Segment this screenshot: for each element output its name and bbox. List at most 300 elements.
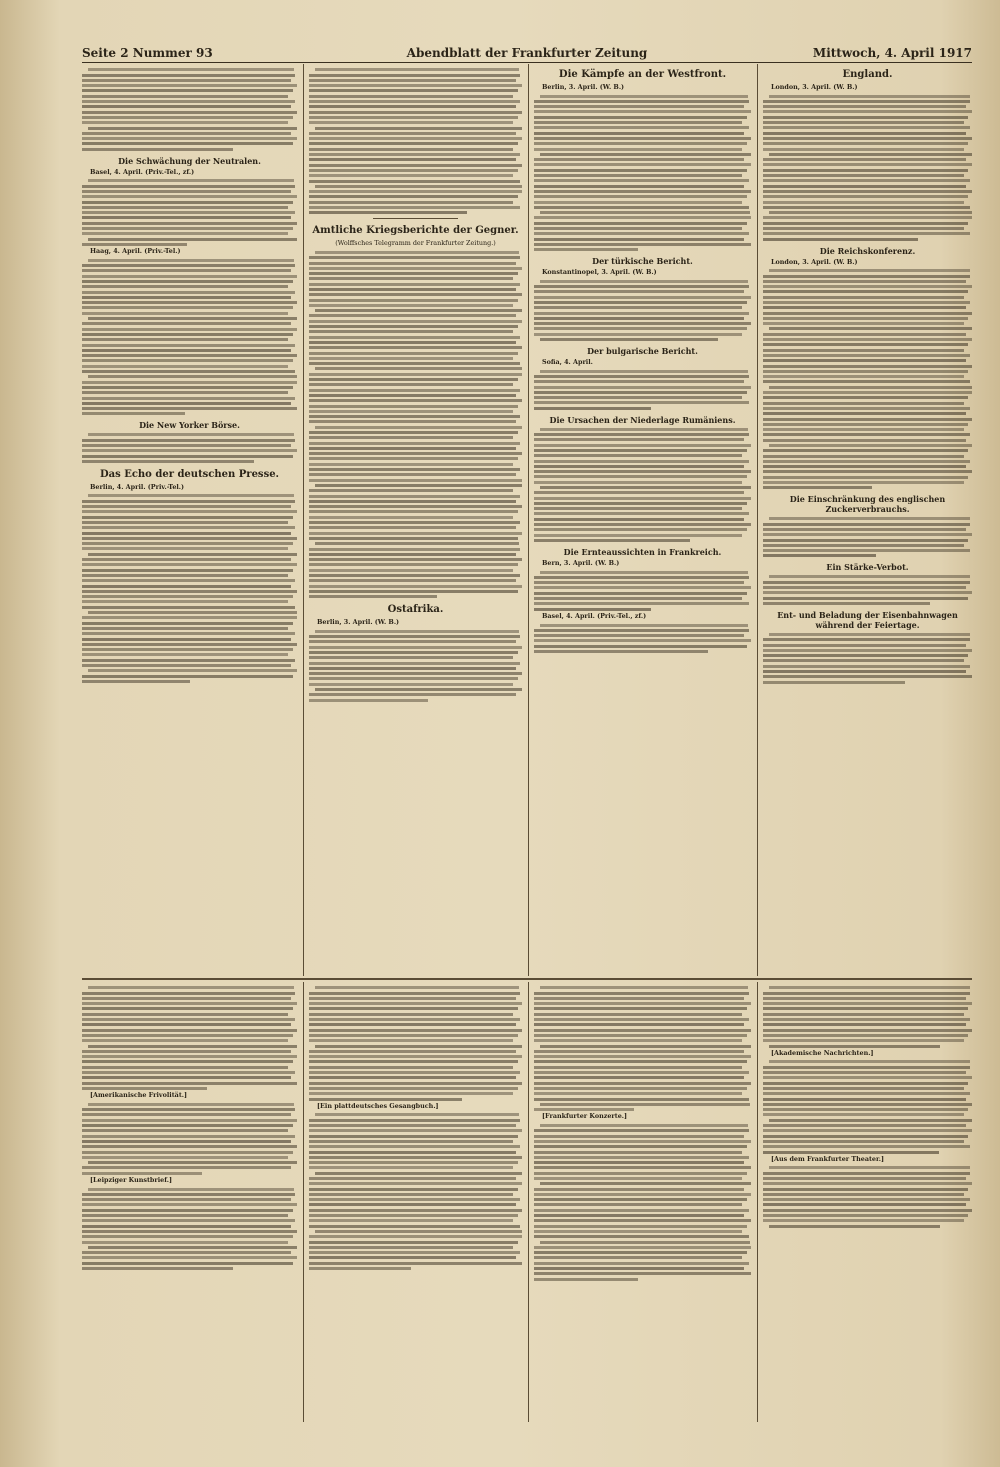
text-line bbox=[309, 1124, 516, 1127]
text-line bbox=[769, 633, 970, 636]
text-line bbox=[534, 581, 744, 584]
text-line bbox=[309, 137, 522, 140]
text-line bbox=[309, 405, 518, 408]
text-block bbox=[763, 1060, 972, 1153]
text-line bbox=[82, 365, 288, 368]
text-line bbox=[82, 1050, 291, 1053]
text-line bbox=[763, 105, 966, 108]
text-line bbox=[82, 1002, 297, 1005]
text-line bbox=[763, 449, 968, 452]
article-heading: Amtliche Kriegsberichte der Gegner. bbox=[312, 225, 519, 237]
text-line bbox=[763, 1018, 970, 1021]
text-line bbox=[82, 1145, 297, 1148]
text-line bbox=[763, 1082, 968, 1085]
text-line bbox=[309, 532, 522, 535]
text-line bbox=[88, 1045, 297, 1048]
text-line bbox=[82, 137, 297, 140]
text-line bbox=[763, 201, 964, 204]
text-line bbox=[763, 1219, 964, 1222]
text-line bbox=[763, 1092, 970, 1095]
text-block bbox=[309, 1113, 522, 1270]
text-line bbox=[763, 1182, 972, 1185]
text-line bbox=[315, 185, 522, 188]
text-line bbox=[82, 1262, 293, 1265]
text-line bbox=[534, 444, 751, 447]
text-line bbox=[82, 579, 295, 582]
text-line bbox=[534, 100, 749, 103]
text-line bbox=[82, 243, 187, 246]
article-heading: Die Ursachen der Niederlage Rumäniens. bbox=[549, 414, 736, 425]
text-line bbox=[534, 608, 651, 611]
text-line bbox=[534, 1225, 747, 1228]
text-line bbox=[82, 211, 295, 214]
text-line bbox=[82, 190, 291, 193]
text-line bbox=[534, 1251, 747, 1254]
text-line bbox=[763, 148, 964, 151]
text-line bbox=[82, 997, 291, 1000]
text-line bbox=[309, 640, 516, 643]
text-line bbox=[309, 1007, 518, 1010]
text-line bbox=[763, 396, 968, 399]
dateline: Berlin, 3. April. (W. B.) bbox=[542, 83, 625, 91]
text-line bbox=[309, 399, 522, 402]
text-line bbox=[82, 148, 233, 151]
text-block bbox=[309, 251, 522, 598]
text-line bbox=[82, 1203, 297, 1206]
text-line bbox=[82, 232, 288, 235]
dateline: Sofia, 4. April. bbox=[542, 358, 593, 367]
text-line bbox=[309, 410, 513, 413]
text-line bbox=[763, 1071, 966, 1074]
text-line bbox=[309, 378, 518, 381]
text-line bbox=[763, 1193, 964, 1196]
text-line bbox=[309, 1039, 513, 1042]
text-line bbox=[309, 569, 513, 572]
text-line bbox=[82, 1198, 291, 1201]
article-heading: Der türkische Bericht. bbox=[592, 256, 693, 267]
text-line bbox=[763, 1145, 970, 1148]
text-line bbox=[763, 142, 968, 145]
text-line bbox=[540, 95, 748, 98]
text-line bbox=[763, 654, 968, 657]
text-line bbox=[534, 1262, 749, 1265]
text-line bbox=[309, 1018, 520, 1021]
text-line bbox=[534, 232, 749, 235]
text-line bbox=[534, 285, 749, 288]
text-line bbox=[309, 651, 518, 654]
text-line bbox=[82, 1267, 233, 1270]
text-line bbox=[763, 1007, 968, 1010]
section-heading: [Leipziger Kunstbrief.] bbox=[90, 1175, 173, 1184]
text-line bbox=[315, 68, 519, 71]
text-line bbox=[534, 375, 749, 378]
text-line bbox=[534, 1092, 742, 1095]
text-line bbox=[763, 1198, 970, 1201]
text-line bbox=[763, 1172, 970, 1175]
text-line bbox=[309, 505, 522, 508]
text-line bbox=[534, 163, 751, 166]
text-line bbox=[315, 127, 522, 130]
text-line bbox=[82, 412, 185, 415]
text-line bbox=[540, 1045, 751, 1048]
text-line bbox=[309, 1246, 513, 1249]
text-line bbox=[309, 1219, 513, 1222]
text-line bbox=[309, 1029, 522, 1032]
column-1 bbox=[82, 66, 297, 974]
text-line bbox=[540, 153, 751, 156]
text-line bbox=[82, 285, 288, 288]
text-line bbox=[763, 433, 970, 436]
text-line bbox=[309, 463, 513, 466]
text-line bbox=[534, 1076, 744, 1079]
text-line bbox=[763, 322, 964, 325]
text-line bbox=[763, 1124, 966, 1127]
text-line bbox=[763, 1002, 972, 1005]
text-line bbox=[309, 89, 518, 92]
dateline: Basel, 4. April. (Priv.-Tel., zf.) bbox=[542, 611, 647, 620]
text-line bbox=[309, 304, 513, 307]
text-line bbox=[534, 1256, 742, 1259]
text-line bbox=[534, 1219, 751, 1222]
text-line bbox=[309, 320, 522, 323]
text-line bbox=[309, 105, 516, 108]
text-line bbox=[763, 670, 966, 673]
text-line bbox=[309, 635, 520, 638]
text-line bbox=[82, 627, 288, 630]
text-line bbox=[763, 418, 972, 421]
text-line bbox=[763, 1103, 972, 1106]
text-line bbox=[763, 675, 972, 678]
text-line bbox=[534, 1246, 751, 1249]
text-line bbox=[763, 591, 972, 594]
text-line bbox=[88, 433, 294, 436]
text-line bbox=[309, 1087, 518, 1090]
text-line bbox=[534, 1023, 744, 1026]
text-line bbox=[309, 1198, 520, 1201]
text-line bbox=[309, 357, 513, 360]
text-line bbox=[763, 1076, 972, 1079]
text-line bbox=[82, 1230, 297, 1233]
text-line bbox=[82, 79, 291, 82]
text-line bbox=[540, 624, 748, 627]
text-line bbox=[82, 1060, 293, 1063]
text-line bbox=[769, 327, 972, 330]
article-heading: Die New Yorker Börse. bbox=[139, 420, 240, 431]
newspaper-title: Abendblatt der Frankfurter Zeitung bbox=[406, 46, 648, 60]
text-line bbox=[534, 148, 742, 151]
text-block bbox=[82, 494, 297, 682]
text-block bbox=[763, 1166, 972, 1227]
article-heading: Der bulgarische Bericht. bbox=[587, 346, 698, 357]
text-line bbox=[309, 442, 520, 445]
text-line bbox=[82, 306, 293, 309]
text-line bbox=[763, 638, 970, 641]
text-line bbox=[763, 1098, 966, 1101]
text-line bbox=[763, 370, 968, 373]
text-line bbox=[82, 510, 297, 513]
text-line bbox=[309, 1235, 522, 1238]
text-line bbox=[309, 521, 520, 524]
text-line bbox=[309, 1156, 522, 1159]
text-line bbox=[763, 1151, 939, 1154]
text-line bbox=[540, 486, 751, 489]
article-heading: Ostafrika. bbox=[387, 604, 444, 616]
text-line bbox=[534, 1214, 744, 1217]
text-line bbox=[309, 1177, 516, 1180]
text-line bbox=[534, 1060, 747, 1063]
text-line bbox=[534, 174, 742, 177]
text-line bbox=[309, 436, 513, 439]
text-line bbox=[82, 532, 291, 535]
text-line bbox=[763, 1013, 964, 1016]
text-line bbox=[763, 306, 966, 309]
column-4 bbox=[763, 66, 972, 974]
text-line bbox=[534, 121, 742, 124]
text-line bbox=[82, 89, 293, 92]
text-line bbox=[534, 169, 747, 172]
text-line bbox=[82, 338, 288, 341]
text-line bbox=[309, 201, 513, 204]
text-line bbox=[315, 1230, 522, 1233]
text-line bbox=[309, 1140, 513, 1143]
text-line bbox=[763, 428, 964, 431]
text-line bbox=[82, 216, 291, 219]
text-line bbox=[763, 523, 970, 526]
text-line bbox=[82, 1029, 297, 1032]
text-line bbox=[82, 1087, 207, 1090]
text-line bbox=[309, 142, 518, 145]
text-line bbox=[88, 1103, 294, 1106]
section-heading: [Amerikanische Frivolität.] bbox=[90, 1091, 188, 1100]
text-line bbox=[309, 158, 516, 161]
text-line bbox=[763, 1177, 966, 1180]
text-line bbox=[309, 992, 520, 995]
text-line bbox=[309, 325, 518, 328]
text-line bbox=[769, 575, 970, 578]
text-line bbox=[534, 1129, 749, 1132]
text-line bbox=[763, 1039, 964, 1042]
text-line bbox=[309, 590, 518, 593]
text-line bbox=[763, 1129, 972, 1132]
text-line bbox=[534, 460, 749, 463]
column-rule bbox=[757, 64, 758, 976]
text-line bbox=[763, 333, 966, 336]
text-line bbox=[309, 1203, 516, 1206]
text-line bbox=[763, 375, 964, 378]
text-line bbox=[309, 262, 516, 265]
text-line bbox=[534, 386, 751, 389]
text-line bbox=[534, 512, 749, 515]
text-line bbox=[769, 386, 972, 389]
text-line bbox=[82, 386, 293, 389]
text-line bbox=[534, 179, 749, 182]
text-line bbox=[763, 465, 966, 468]
text-line bbox=[534, 317, 744, 320]
text-line bbox=[309, 314, 516, 317]
text-line bbox=[763, 481, 964, 484]
dateline: London, 3. April. (W. B.) bbox=[771, 257, 858, 266]
text-line bbox=[763, 1029, 972, 1032]
text-block bbox=[82, 1103, 297, 1175]
dateline: London, 3. April. (W. B.) bbox=[771, 83, 858, 91]
text-line bbox=[88, 669, 297, 672]
text-block bbox=[763, 575, 972, 604]
text-line bbox=[82, 1172, 202, 1175]
text-line bbox=[82, 1066, 288, 1069]
text-line bbox=[88, 68, 294, 71]
text-line bbox=[309, 537, 518, 540]
text-line bbox=[309, 272, 518, 275]
text-line bbox=[763, 275, 970, 278]
text-line bbox=[315, 1113, 519, 1116]
text-line bbox=[534, 1198, 747, 1201]
text-line bbox=[763, 602, 930, 605]
text-line bbox=[82, 505, 291, 508]
text-line bbox=[82, 675, 293, 678]
text-line bbox=[315, 309, 522, 312]
text-line bbox=[763, 137, 972, 140]
text-line bbox=[309, 585, 522, 588]
text-block bbox=[763, 269, 972, 489]
text-line bbox=[309, 1225, 520, 1228]
text-line bbox=[763, 455, 964, 458]
text-line bbox=[309, 1251, 520, 1254]
text-line bbox=[82, 1023, 291, 1026]
text-line bbox=[534, 110, 751, 113]
text-line bbox=[763, 1214, 968, 1217]
text-line bbox=[534, 465, 744, 468]
text-block bbox=[763, 986, 972, 1047]
text-line bbox=[763, 439, 966, 442]
text-block bbox=[534, 428, 751, 542]
text-line bbox=[534, 1188, 744, 1191]
text-line bbox=[763, 1034, 968, 1037]
text-line bbox=[534, 502, 747, 505]
text-line bbox=[534, 312, 749, 315]
feuilleton-column-4 bbox=[763, 984, 972, 1420]
text-line bbox=[82, 516, 293, 519]
text-line bbox=[309, 683, 513, 686]
text-line bbox=[309, 256, 520, 259]
text-line bbox=[540, 1124, 748, 1127]
text-line bbox=[534, 592, 747, 595]
text-line bbox=[82, 460, 254, 463]
masthead bbox=[82, 44, 972, 63]
article-heading: Die Einschränkung des englischen Zuckerverbrauchs. bbox=[789, 494, 946, 515]
text-line bbox=[82, 444, 291, 447]
text-line bbox=[309, 563, 518, 566]
text-line bbox=[309, 288, 516, 291]
text-line bbox=[534, 629, 749, 632]
text-line bbox=[763, 116, 968, 119]
text-line bbox=[82, 547, 288, 550]
text-line bbox=[534, 602, 749, 605]
text-line bbox=[763, 280, 966, 283]
text-line bbox=[763, 681, 905, 684]
text-block bbox=[534, 95, 751, 252]
text-line bbox=[82, 1007, 293, 1010]
text-line bbox=[309, 1066, 513, 1069]
text-line bbox=[309, 677, 518, 680]
text-line bbox=[309, 1034, 518, 1037]
text-line bbox=[763, 412, 966, 415]
article-heading: Ent- und Beladung der Eisenbahnwagen während der Feiertage. bbox=[777, 609, 958, 630]
text-line bbox=[534, 142, 747, 145]
text-line bbox=[309, 667, 516, 670]
text-line bbox=[82, 328, 297, 331]
text-line bbox=[534, 227, 742, 230]
dateline: Bern, 3. April. (W. B.) bbox=[542, 558, 620, 567]
text-line bbox=[82, 269, 291, 272]
text-line bbox=[315, 1045, 522, 1048]
text-line bbox=[763, 1023, 966, 1026]
text-line bbox=[82, 100, 295, 103]
text-line bbox=[82, 359, 293, 362]
text-line bbox=[534, 438, 744, 441]
feuilleton-column-1 bbox=[82, 984, 297, 1420]
text-line bbox=[88, 375, 297, 378]
text-line bbox=[763, 1188, 968, 1191]
text-line bbox=[309, 431, 518, 434]
text-line bbox=[534, 216, 751, 219]
text-line bbox=[763, 227, 964, 230]
text-line bbox=[763, 290, 968, 293]
text-line bbox=[82, 1034, 293, 1037]
feuilleton-column-3 bbox=[534, 984, 751, 1420]
text-line bbox=[82, 322, 291, 325]
text-line bbox=[82, 402, 291, 405]
text-line bbox=[534, 1050, 744, 1053]
text-line bbox=[309, 1002, 522, 1005]
text-line bbox=[309, 111, 522, 114]
text-line bbox=[763, 338, 972, 341]
text-line bbox=[82, 439, 295, 442]
text-line bbox=[309, 190, 522, 193]
text-line bbox=[88, 127, 297, 130]
text-line bbox=[309, 672, 522, 675]
text-line bbox=[763, 349, 964, 352]
text-line bbox=[534, 1235, 749, 1238]
text-line bbox=[309, 330, 513, 333]
text-line bbox=[309, 1182, 522, 1185]
text-block bbox=[534, 1124, 751, 1281]
text-line bbox=[82, 664, 291, 667]
text-line bbox=[769, 1060, 970, 1063]
text-line bbox=[763, 222, 968, 225]
text-line bbox=[315, 367, 522, 370]
text-line bbox=[763, 554, 876, 557]
text-line bbox=[763, 110, 972, 113]
text-line bbox=[82, 595, 293, 598]
text-line bbox=[540, 1241, 750, 1244]
text-line bbox=[534, 132, 744, 135]
text-block bbox=[82, 68, 297, 150]
text-line bbox=[534, 116, 747, 119]
text-line bbox=[763, 644, 966, 647]
text-line bbox=[534, 639, 751, 642]
text-line bbox=[315, 251, 519, 254]
text-line bbox=[309, 553, 516, 556]
text-line bbox=[315, 426, 522, 429]
text-line bbox=[763, 391, 972, 394]
text-line bbox=[763, 533, 972, 536]
text-line bbox=[309, 516, 513, 519]
text-line bbox=[534, 1140, 751, 1143]
section-heading: [Frankfurter Konzerte.] bbox=[542, 1112, 628, 1121]
text-line bbox=[309, 100, 520, 103]
text-line bbox=[534, 290, 744, 293]
text-line bbox=[309, 1055, 522, 1058]
